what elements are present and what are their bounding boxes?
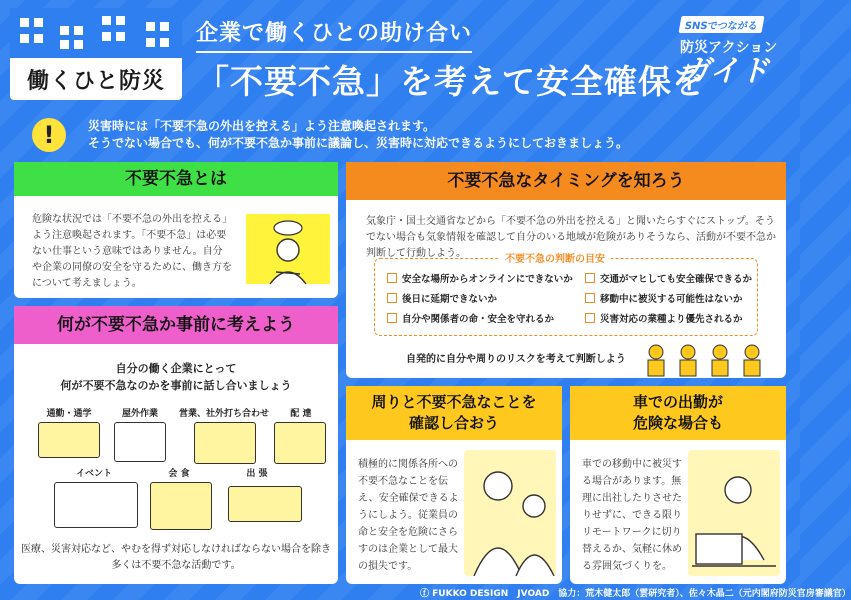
card1-title: 不要不急とは (14, 162, 338, 196)
card1-body: 危険な状況では「不要不急の外出を控える」よう注意喚起されます。「不要不急」は必要ない仕事という意味ではありません。自分や企業の同僚の安全を守るために、働き方をについて考えましょう。 (32, 214, 232, 289)
notice-text (88, 118, 628, 152)
remote-work-illustration (688, 450, 780, 576)
logo-top: SNSでつながる (679, 16, 765, 33)
judgment-checklist (374, 254, 758, 336)
checkbox-icon[interactable] (585, 313, 595, 323)
workers-illustration (642, 342, 772, 376)
thinking-person-illustration (246, 214, 330, 284)
card2-foot-1: 医療、災害対応など、やむを得ず対応しなければならない場合を除き (21, 544, 331, 555)
guide-logo (680, 14, 792, 94)
card4-title-2: 確認し合おう (408, 414, 499, 432)
card-know-timing (346, 162, 786, 378)
card5-title (570, 386, 786, 440)
card3-body: 気象庁・国土交通省などから「不要不急の外出を控える」と聞いたらすぐにストップ。そうでない場合も気象情報を確認して自分のいる地域が危険がありそうなら、活動が不要不急か判断して行動しよう。 (366, 216, 776, 259)
card5-body: 車での移動中に被災する場合があります。無理に出社したりさせたりせずに、できる限りリモートワークに切り替えるか、気軽に休める雰囲気づくりを。 (582, 459, 682, 572)
card-think-in-advance (14, 306, 338, 584)
cat-event: イベント (75, 469, 112, 479)
notice-line-1: 災害時には「不要不急の外出を控える」よう注意喚起されます。 (88, 119, 436, 133)
checkbox-icon[interactable] (387, 293, 397, 303)
checkbox-icon[interactable] (387, 273, 397, 283)
check-item-online[interactable]: 安全な場所からオンラインにできないか (387, 271, 573, 285)
airplane-illustration (228, 486, 302, 522)
card3-title: 不要不急なタイミングを知ろう (346, 162, 786, 200)
exclamation-icon: ! (32, 118, 66, 152)
header (0, 0, 800, 108)
outdoor-worker-illustration (114, 422, 166, 462)
header-badge (10, 8, 182, 100)
card4-title-1: 周りと不要不急なことを (371, 393, 537, 411)
main-title: 「不要不急」を考えて安全確保を (196, 62, 706, 101)
card3-foot: 自発的に自分や周りのリスクを考えて判断しよう (406, 354, 626, 365)
card4-body: 積極的に関係各所への不要不急なことを伝え、安全確保できるようにしよう。従業員の命と安全を危険にさらすのは企業として最大の損失です。 (358, 459, 459, 572)
card-car-commute-danger (570, 386, 786, 584)
card2-title: 何が不要不急か事前に考えよう (14, 306, 338, 344)
train-illustration (38, 422, 100, 458)
check-item-priority[interactable]: 災害対応の業種より優先されるか (585, 311, 743, 325)
logo-mid: 防災アクション (680, 40, 778, 56)
card-what-is-fuyofukyu (14, 162, 338, 298)
dining-illustration (150, 482, 212, 530)
card5-title-2: 危険な場合も (632, 414, 723, 432)
cat-outdoor-work: 屋外作業 (121, 409, 158, 419)
cat-commute: 通勤・通学 (46, 409, 92, 419)
badge-title: 働くひと防災 (26, 69, 165, 94)
sub-title: 企業で働くひとの助け合い (196, 16, 472, 53)
check-item-safety[interactable]: 自分や関係者の命・安全を守れるか (387, 311, 554, 325)
notice-line-2: そうでない場合でも、何が不要不急か事前に議論し、災害時に対応できるようにしておきましょう。 (88, 136, 629, 150)
notice (14, 114, 786, 160)
conversation-illustration (464, 450, 556, 576)
credits-footer: ⓕ FUKKO DESIGN JVOAD 協力：荒木健太郎（雲研究者）、佐々木晶二（元内閣府防災官房審議官） (420, 589, 851, 599)
cat-dining: 会 食 (168, 469, 190, 479)
checkbox-icon[interactable] (585, 273, 595, 283)
card2-lead-2: 何が不要不急なのかを事前に話し合いましょう (60, 379, 292, 392)
checkbox-icon[interactable] (585, 293, 595, 303)
building-icon (10, 8, 182, 58)
card-confirm-with-others (346, 386, 562, 584)
checklist-title: 不要不急の判断の目安 (499, 250, 611, 265)
check-item-postpone[interactable]: 後日に延期できないか (387, 291, 497, 305)
card5-title-1: 車での出勤が (632, 393, 723, 411)
checkbox-icon[interactable] (387, 313, 397, 323)
card2-lead (14, 360, 338, 394)
stadium-illustration (54, 482, 138, 528)
cat-sales: 営業、社外打ち合わせ (178, 409, 269, 419)
check-item-disaster-risk[interactable]: 移動中に被災する可能性はないか (585, 291, 743, 305)
meeting-illustration (194, 422, 256, 464)
cat-business-trip: 出 張 (246, 469, 268, 479)
card2-lead-1: 自分の働く企業にとって (115, 362, 237, 375)
check-item-traffic[interactable]: 交通がマヒしても安全確保できるか (585, 271, 752, 285)
card4-title (346, 386, 562, 440)
delivery-illustration (274, 422, 326, 464)
card2-foot-2: 多くは不要不急な活動です。 (111, 560, 241, 571)
logo-big: ガイド (680, 54, 770, 89)
card2-foot (14, 542, 338, 574)
cat-delivery: 配 達 (290, 409, 312, 419)
